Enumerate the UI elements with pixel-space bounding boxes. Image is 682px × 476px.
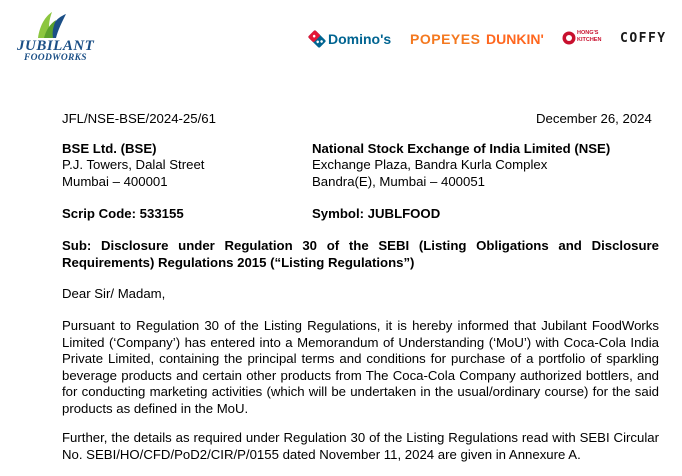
- body-paragraph-2: Further, the details as required under Regulation 30 of the Listing Regulations read with SEBI Circular No. SEBI/HO/CFD/PoD2/CIR/P/0155 dated November 11, 2024 are given in Annexure A.: [62, 430, 659, 462]
- nse-address-line2: Bandra(E), Mumbai – 400051: [312, 174, 486, 189]
- dominos-domino-icon: [308, 30, 326, 48]
- bse-scrip-code: Scrip Code: 533155: [62, 206, 184, 221]
- brand-dunkin: DUNKIN': [486, 31, 544, 47]
- hongs-kitchen-badge-icon: [562, 31, 576, 45]
- company-logo: [14, 10, 94, 66]
- bse-address-line2: Mumbai – 400001: [62, 174, 168, 189]
- brand-popeyes: POPEYES: [410, 31, 481, 47]
- nse-address-line1: Exchange Plaza, Bandra Kurla Complex: [312, 157, 548, 172]
- brand-hongs-kitchen: [562, 26, 604, 52]
- logo-text-foodworks: FOODWORKS: [24, 53, 87, 63]
- letter-date: December 26, 2024: [536, 111, 652, 126]
- nse-name: National Stock Exchange of India Limited (NSE): [312, 141, 611, 156]
- reference-number: JFL/NSE-BSE/2024-25/61: [62, 111, 216, 126]
- jubilant-leaf-icon: [34, 10, 70, 40]
- body-paragraph-1: Pursuant to Regulation 30 of the Listing Regulations, it is hereby informed that Jubilant FoodWorks Limited (‘Company’) has entered into a Memorandum of Understanding (‘MoU’) with Coca-Cola India Private Limited, containing the principal terms and conditions for purchase of a portfolio of sparkling beverage products and certain other products from The Coca-Cola Company authorized bottlers, and for conducting marketing activities (which will be undertaken in the usual/ordinary course) for the said products as defined in the MoU.: [62, 318, 659, 416]
- brand-hongs-kitchen-label: HONG'S KITCHEN: [577, 30, 602, 43]
- bse-address-line1: P.J. Towers, Dalal Street: [62, 157, 205, 172]
- brand-coffy: COFFY: [620, 31, 667, 46]
- logo-text-jubilant: JUBILANT: [17, 38, 95, 54]
- nse-symbol: Symbol: JUBLFOOD: [312, 206, 441, 221]
- brand-dominos: Domino's: [328, 31, 392, 47]
- bse-name: BSE Ltd. (BSE): [62, 141, 157, 156]
- subject-line: Sub: Disclosure under Regulation 30 of the SEBI (Listing Obligations and Disclosure Requirements) Regulations 2015 (“Listing Regulations”): [62, 238, 659, 270]
- brand-logos: [308, 26, 667, 56]
- salutation: Dear Sir/ Madam,: [62, 286, 166, 301]
